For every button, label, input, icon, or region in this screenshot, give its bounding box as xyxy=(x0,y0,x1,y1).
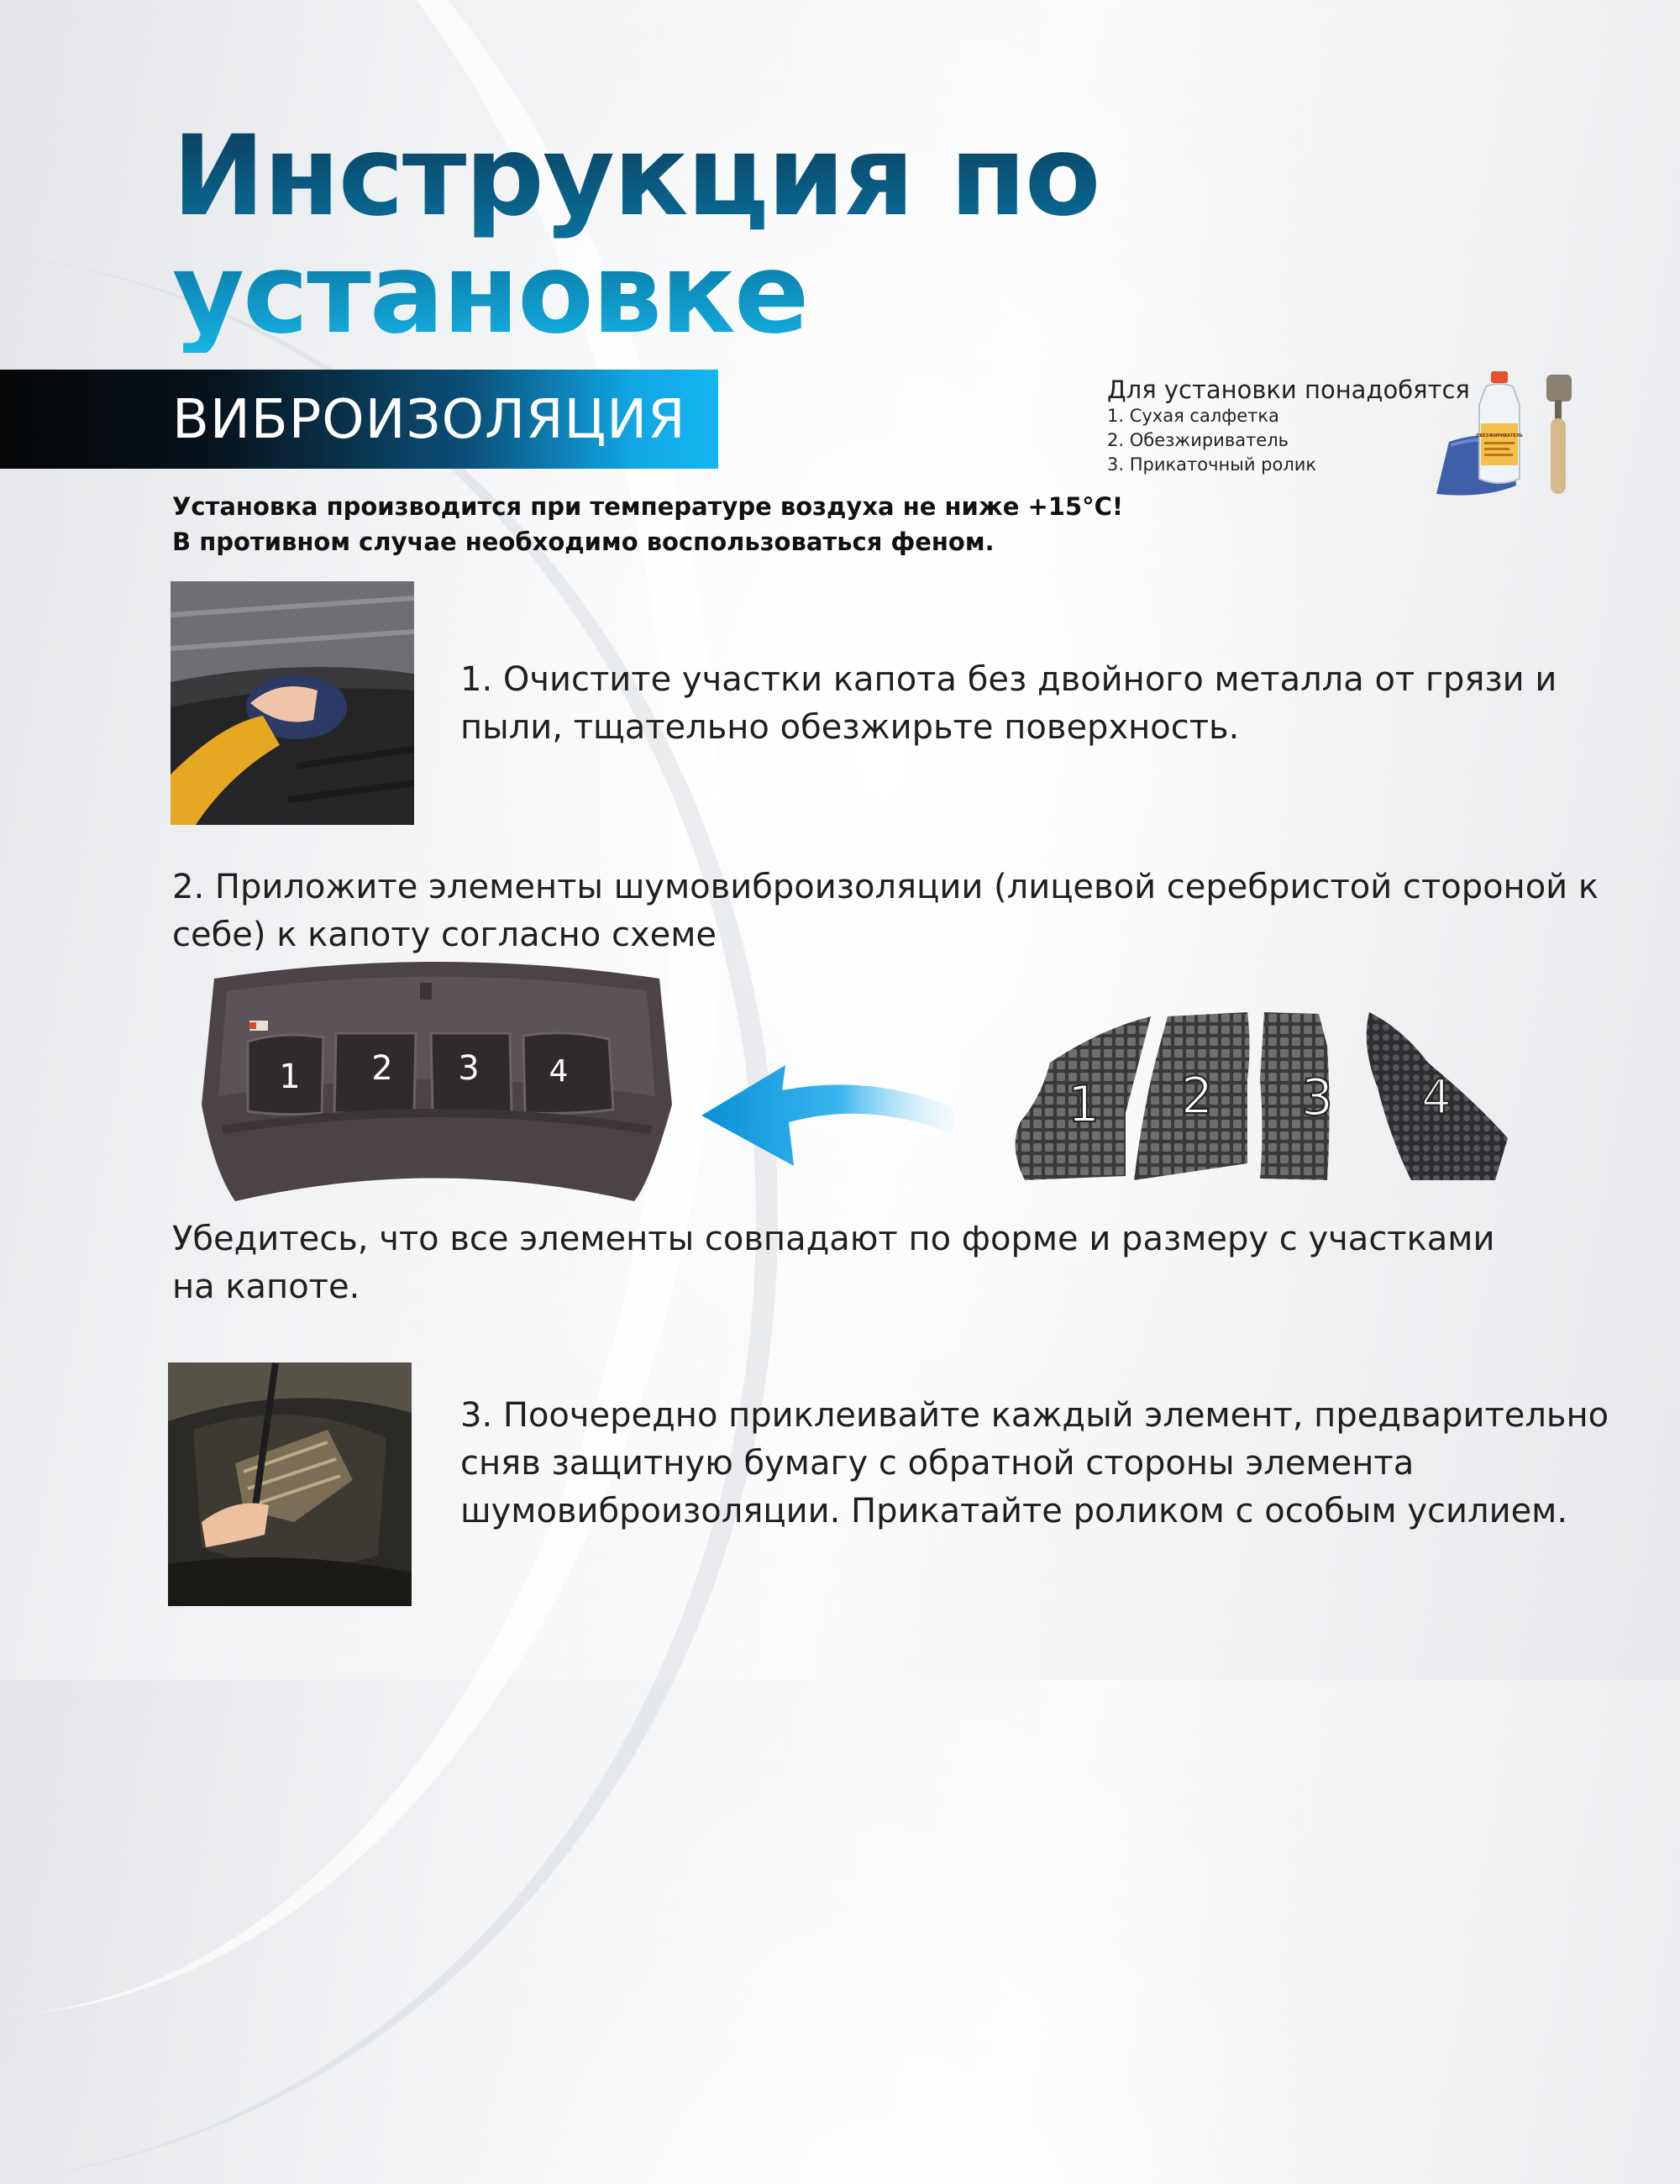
step1-photo xyxy=(171,581,414,825)
hood-number-2: 2 xyxy=(371,1049,393,1088)
supplies-image xyxy=(1432,368,1583,502)
requirements-title: Для установки понадобятся xyxy=(1107,375,1470,404)
pad-number-4: 4 xyxy=(1421,1070,1452,1125)
hood-number-3: 3 xyxy=(458,1049,480,1088)
fit-check-note: Убедитесь, что все элементы совпадают по форме и размеру с участками на капоте. xyxy=(172,1220,1495,1306)
section-banner-label: ВИБРОИЗОЛЯЦИЯ xyxy=(172,389,686,451)
step-1-text: 1. Очистите участки капота без двойного металла от грязи и пыли, тщательно обезжирьте поверхность. xyxy=(460,660,1557,747)
page-title-line: установке xyxy=(172,229,808,359)
warning-line: Установка производится при температуре воздуха не ниже +15°С! xyxy=(172,492,1124,521)
pad-number-3: 3 xyxy=(1300,1068,1334,1127)
step3-photo xyxy=(168,1362,412,1606)
page-title-line: Инструкция по xyxy=(172,112,1100,241)
hood-number-1: 1 xyxy=(279,1058,301,1096)
hood-number-4: 4 xyxy=(549,1054,569,1089)
page-title xyxy=(172,112,1100,359)
pad-number-1: 1 xyxy=(1067,1075,1100,1134)
svg-text:ОБЕЗЖИРИВАТЕЛЬ: ОБЕЗЖИРИВАТЕЛЬ xyxy=(1476,433,1523,438)
requirements-item: 1. Сухая салфетка xyxy=(1107,406,1279,426)
insulation-pads-image xyxy=(1008,1012,1512,1184)
hood-zone-4 xyxy=(523,1033,613,1114)
step-3-text: 3. Поочередно приклеивайте каждый элемент, предварительно сняв защитную бумагу с обратной стороны элемента шумовиброизоляции. Прикатайте роликом с особым усилием. xyxy=(460,1396,1609,1530)
step-2-text: 2. Приложите элементы шумовиброизоляции (лицевой серебристой стороной к себе) к капоту согласно схеме xyxy=(172,868,1599,954)
roller-icon xyxy=(1546,375,1572,494)
requirements-item: 2. Обезжириватель xyxy=(1107,430,1289,450)
curved-arrow-icon xyxy=(701,1057,962,1166)
degreaser-bottle-icon xyxy=(1476,371,1523,483)
requirements-item: 3. Прикаточный ролик xyxy=(1107,454,1317,475)
temperature-warning xyxy=(172,489,1123,559)
pad-number-2: 2 xyxy=(1180,1067,1214,1126)
hood-diagram xyxy=(197,962,676,1205)
warning-line: В противном случае необходимо воспользоваться феном. xyxy=(172,528,995,556)
